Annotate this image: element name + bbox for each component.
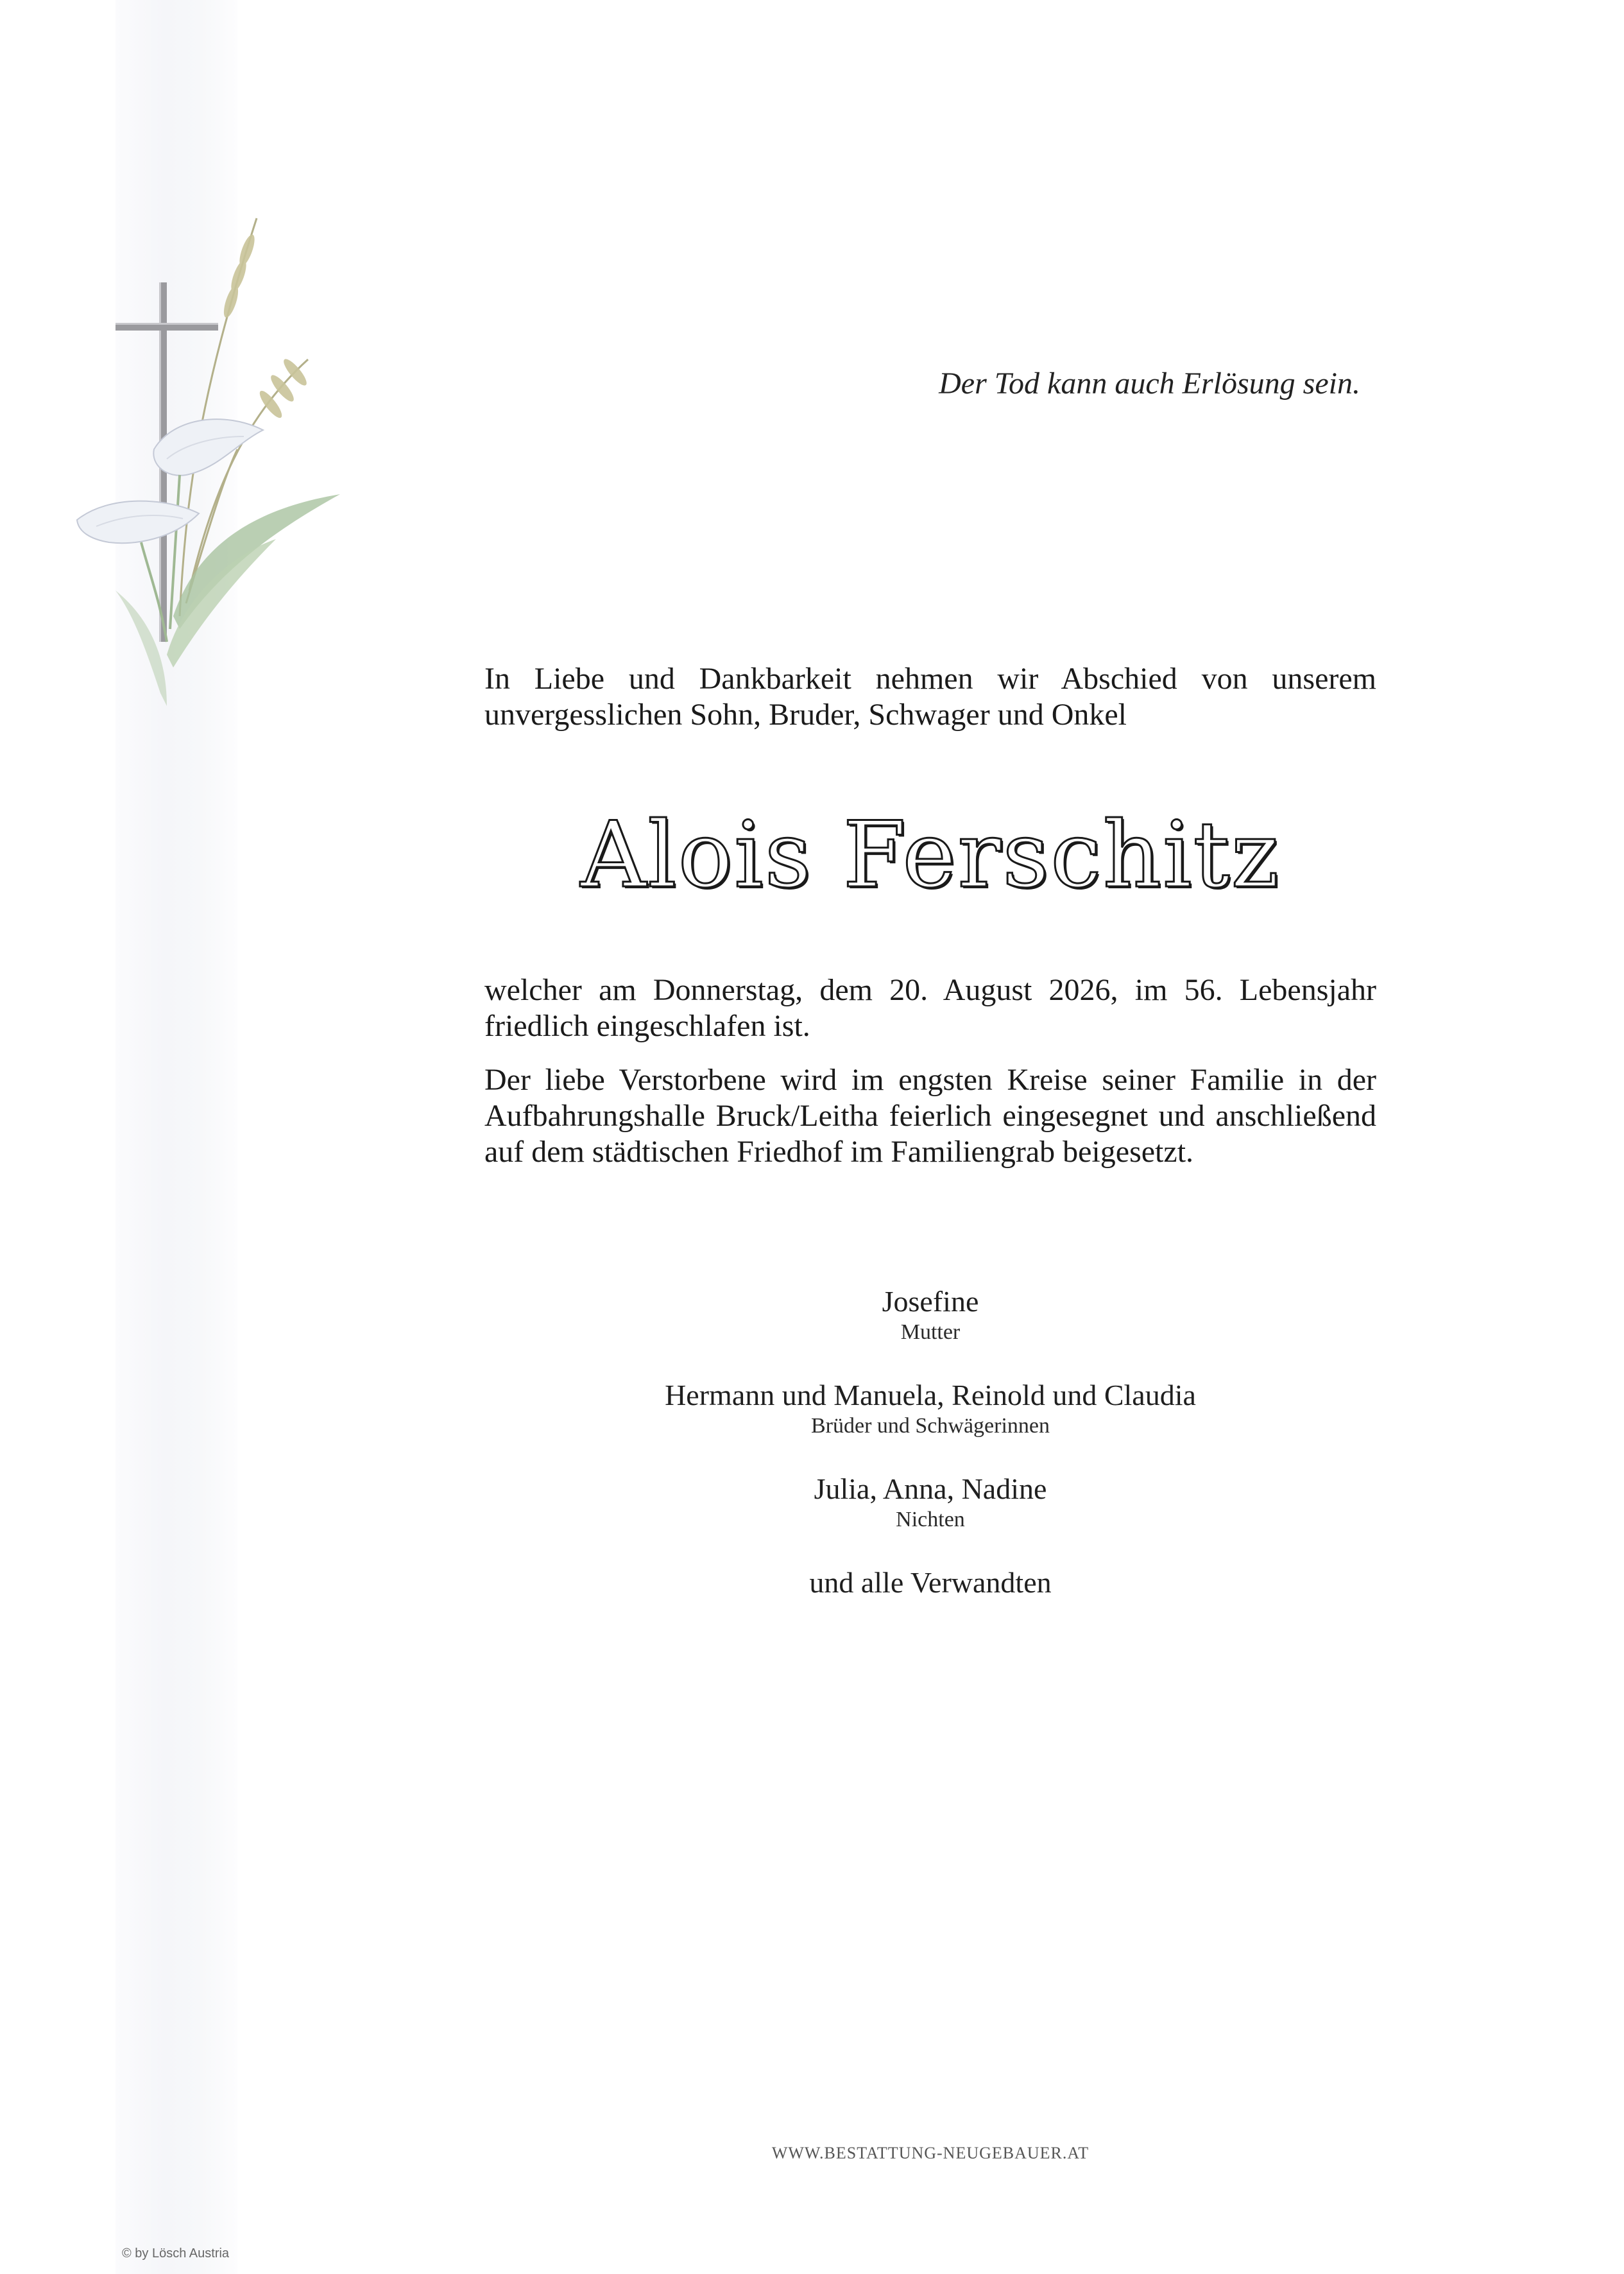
death-notice: welcher am Donnerstag, dem 20. August 2026, im 56. Lebensjahr friedlich eingeschlafen ist. xyxy=(484,973,1376,1043)
mourner-role: Brüder und Schwägerinnen xyxy=(810,1414,1050,1438)
intro-text: In Liebe und Dankbarkeit nehmen wir Abschied von unserem unvergesslichen Sohn, Bruder, Schwager und Onkel xyxy=(484,662,1376,732)
mourner-names: Julia, Anna, Nadine xyxy=(814,1472,1047,1505)
burial-notice: Der liebe Verstorbene wird im engsten Kreise seiner Familie in der Aufbahrungshalle Bruck/Leitha feierlich eingesegnet und anschließend auf dem städtischen Friedhof im Familiengrab beigesetzt. xyxy=(484,1063,1376,1169)
cross-lily-ornament xyxy=(71,205,340,732)
mourners-list xyxy=(484,1284,1376,1601)
website-link[interactable]: WWW.BESTATTUNG-NEUGEBAUER.AT xyxy=(771,2144,1090,2162)
closing-line: und alle Verwandten xyxy=(809,1566,1052,1599)
mourner-group xyxy=(484,1471,1376,1533)
mourner-role: Mutter xyxy=(900,1320,961,1344)
mourner-group xyxy=(484,1284,1376,1345)
deceased-name: Alois Ferschitz xyxy=(580,802,1281,908)
mourner-group xyxy=(484,1377,1376,1439)
mourner-role: Nichten xyxy=(896,1508,965,1531)
mourner-names: Hermann und Manuela, Reinold und Claudia xyxy=(665,1379,1196,1411)
motto: Der Tod kann auch Erlösung sein. xyxy=(939,366,1360,401)
copyright-notice: © by Lösch Austria xyxy=(122,2246,230,2261)
mourner-names: Josefine xyxy=(882,1285,979,1318)
